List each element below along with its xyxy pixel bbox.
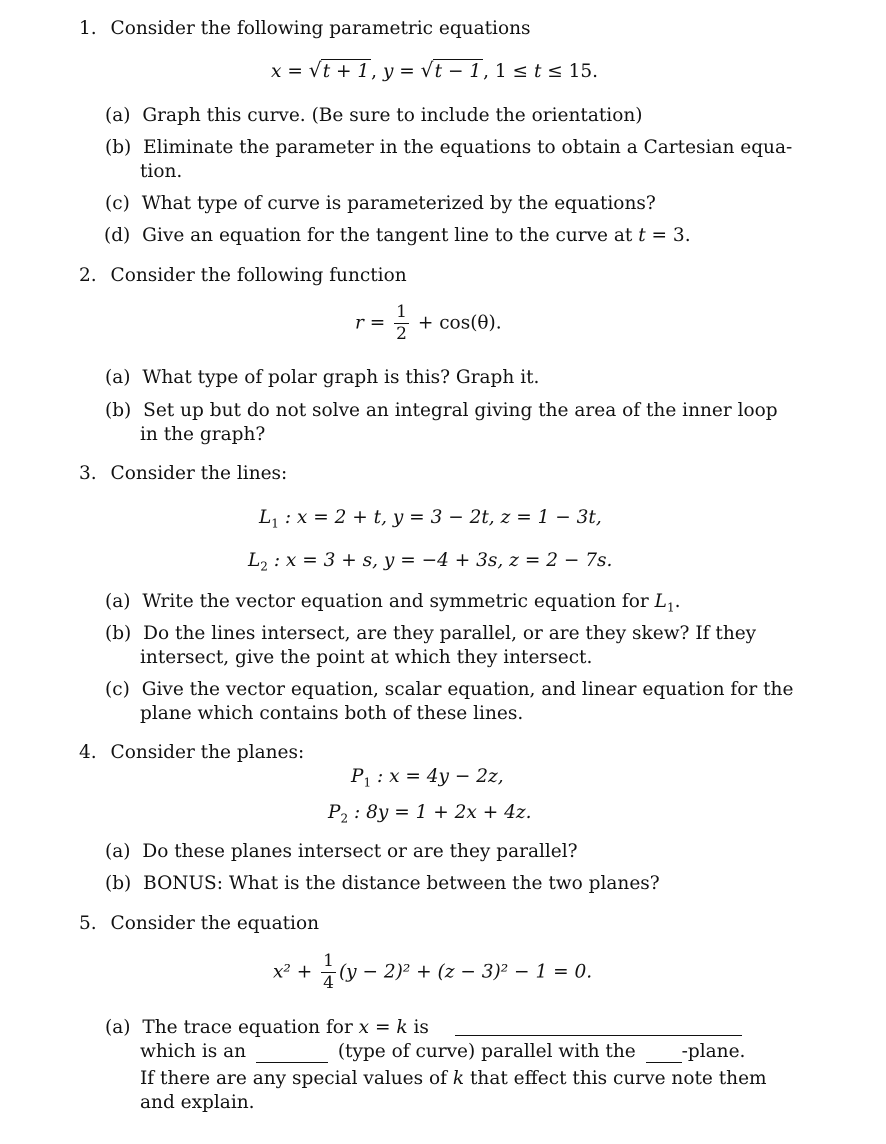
q3c-cont: plane which contains both of these lines.	[140, 703, 524, 724]
q1d: (d) Give an equation for the tangent line to the curve at t = 3.	[104, 225, 691, 246]
q3-number: 3.	[79, 463, 97, 484]
fraction: $\frac{1}{2}$	[396, 302, 407, 344]
curve-type-blank[interactable]	[256, 1043, 328, 1063]
q5-number: 5.	[79, 913, 97, 934]
q4-plane1: $P_1$ : x = 4y − 2z,	[351, 766, 504, 790]
q2a: (a) What type of polar graph is this? Graph it.	[105, 367, 540, 388]
q1b-cont: tion.	[140, 161, 183, 182]
q4-number: 4.	[79, 742, 97, 763]
q2-number: 2.	[79, 265, 97, 286]
q4b: (b) BONUS: What is the distance between the two planes?	[105, 873, 660, 894]
q1-heading	[79, 20, 531, 39]
trace-equation-blank[interactable]	[455, 1035, 742, 1036]
q5-prompt: Consider the equation	[110, 913, 319, 934]
q3-line1: $L_1$ : x = 2 + t, y = 3 − 2t, z = 1 − 3t,	[259, 507, 602, 531]
q2b: (b) Set up but do not solve an integral giving the area of the inner loop	[105, 400, 778, 421]
q5a-line3: If there are any special values of k that effect this curve note them	[140, 1068, 767, 1089]
q1c: (c) What type of curve is parameterized by the equations?	[105, 193, 656, 214]
q2-prompt: Consider the following function	[110, 265, 407, 286]
q4a: (a) Do these planes intersect or are they parallel?	[105, 841, 578, 862]
q3-heading	[79, 465, 287, 484]
q3-prompt: Consider the lines:	[110, 463, 288, 484]
q4-plane2: $P_2$ : 8y = 1 + 2x + 4z.	[328, 802, 532, 826]
sqrt-symbol: √ t − 1	[420, 58, 482, 82]
q1-equation: x = √ t + 1 , y = √ t − 1 , 1 ≤ t ≤ 15.	[271, 58, 599, 82]
q5-equation: x² + $\frac{1}{4}$ (y − 2)² + (z − 3)² − 1 = 0.	[273, 951, 593, 993]
q3-line2: $L_2$ : x = 3 + s, y = −4 + 3s, z = 2 − 7s.	[248, 550, 613, 574]
q5a-line4: and explain.	[140, 1092, 255, 1113]
q2b-cont: in the graph?	[140, 424, 266, 445]
q3c: (c) Give the vector equation, scalar equation, and linear equation for the	[105, 679, 794, 700]
q4-heading	[79, 744, 304, 763]
q4-prompt: Consider the planes:	[110, 742, 305, 763]
q5-heading	[79, 915, 319, 934]
q3a: (a) Write the vector equation and symmetric equation for $L_1$.	[105, 591, 681, 615]
fraction: $\frac{1}{4}$	[323, 951, 334, 993]
sqrt-symbol: √ t + 1	[308, 58, 370, 82]
q3b-cont: intersect, give the point at which they intersect.	[140, 647, 593, 668]
q5a-line2: which is an (type of curve) parallel with the -plane.	[140, 1041, 746, 1062]
q2-equation: r = $\frac{1}{2}$ + cos(θ).	[355, 302, 502, 344]
plane-blank[interactable]	[646, 1043, 682, 1063]
q3b: (b) Do the lines intersect, are they parallel, or are they skew? If they	[105, 623, 757, 644]
q1-prompt: Consider the following parametric equations	[110, 18, 531, 39]
q1b: (b) Eliminate the parameter in the equations to obtain a Cartesian equa-	[105, 137, 793, 158]
q2-heading	[79, 267, 407, 286]
q1a: (a) Graph this curve. (Be sure to include the orientation)	[105, 105, 643, 126]
q1-number: 1.	[79, 18, 97, 39]
q5a-line1: (a) The trace equation for x = k is	[105, 1017, 429, 1038]
